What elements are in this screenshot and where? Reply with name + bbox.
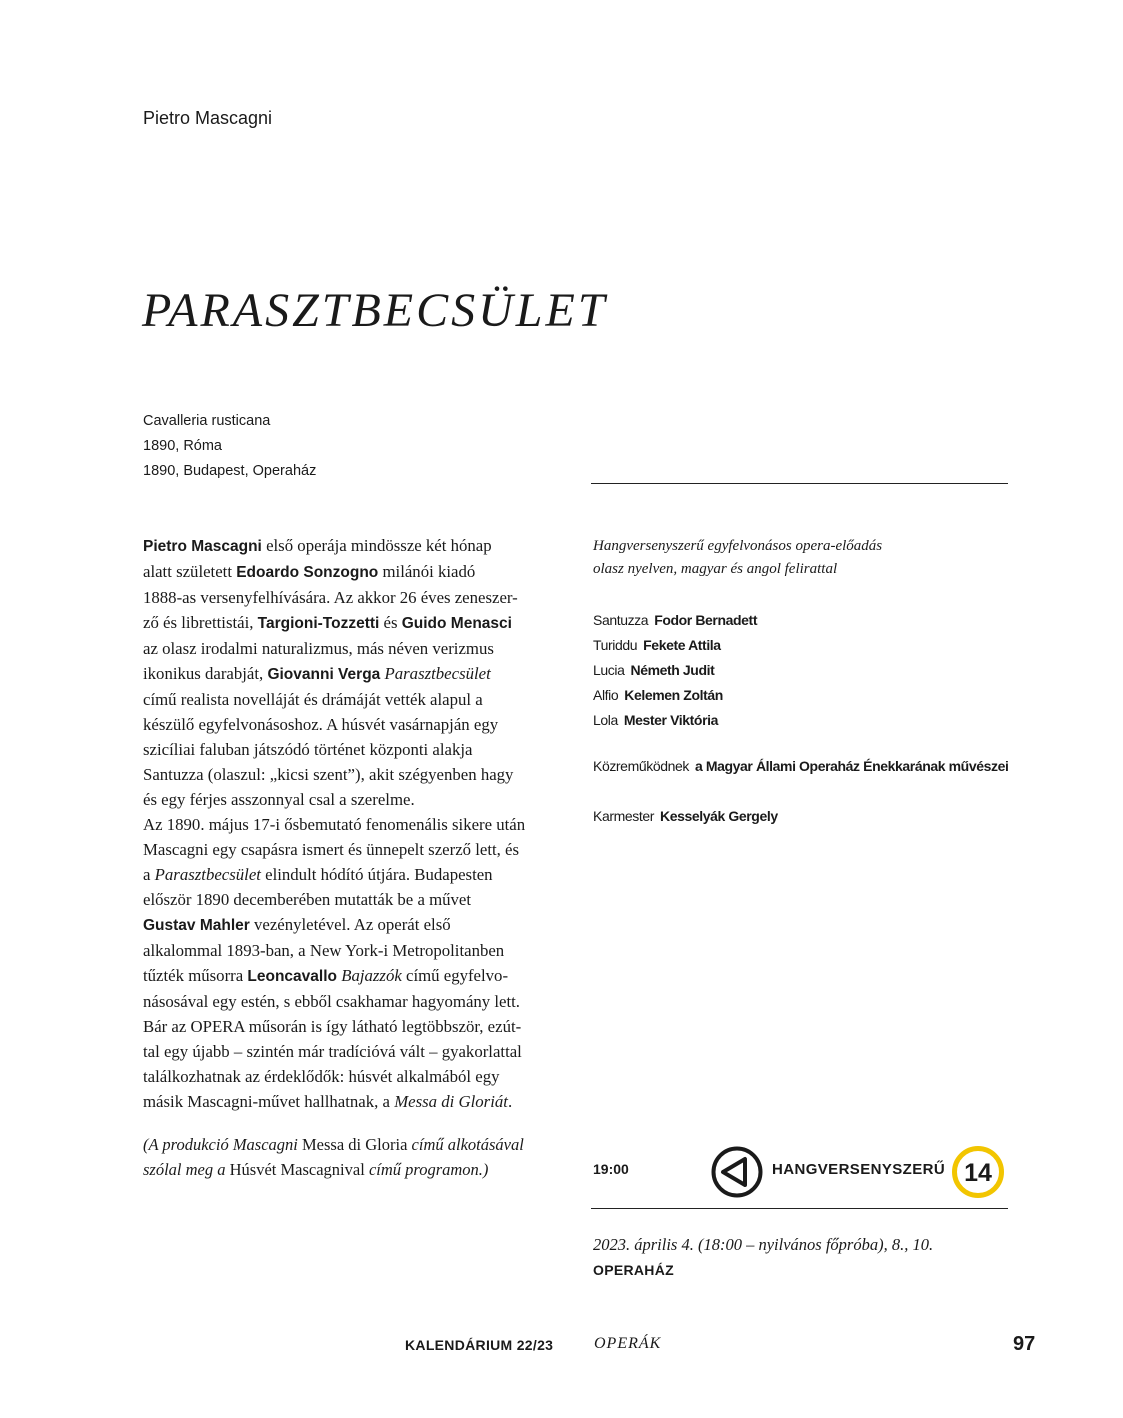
body-line bbox=[143, 533, 559, 559]
contributors-role: Közreműködnek bbox=[593, 758, 689, 774]
text-run: Santuzza (olaszul: „kicsi szent”), akit szégyenben hagy bbox=[143, 765, 514, 784]
body-line bbox=[143, 812, 559, 837]
note-line bbox=[143, 1157, 563, 1182]
body-line bbox=[143, 762, 559, 787]
text-run: Bár az OPERA műsorán is így látható legtöbbször, ezút- bbox=[143, 1017, 522, 1036]
body-line bbox=[143, 963, 559, 989]
text-run: Húsvét Mascagnival bbox=[229, 1160, 365, 1179]
cast-name: Kelemen Zoltán bbox=[624, 687, 723, 703]
series-number-badge bbox=[951, 1145, 1005, 1199]
world-premiere: 1890, Róma bbox=[143, 438, 222, 454]
body-text bbox=[143, 533, 559, 1114]
cast-row bbox=[593, 608, 757, 633]
text-run: másik Mascagni-művet hallhatnak, a bbox=[143, 1092, 395, 1111]
body-line bbox=[143, 989, 559, 1014]
cast-list bbox=[593, 608, 757, 733]
body-line bbox=[143, 610, 559, 636]
bold-name: Gustav Mahler bbox=[143, 917, 250, 934]
contributors-name: a Magyar Állami Operaház Énekkarának művészei bbox=[694, 758, 1009, 774]
text-run: ikonikus darabját, bbox=[143, 664, 268, 683]
italic-text: Parasztbecsület bbox=[384, 664, 491, 683]
text-run: című egyfelvo- bbox=[401, 966, 509, 985]
body-line bbox=[143, 636, 559, 661]
italic-text: című alkotásával bbox=[407, 1135, 524, 1154]
cast-role: Turiddu bbox=[593, 637, 638, 653]
concert-format-icon bbox=[710, 1145, 764, 1199]
text-run: és egy férjes asszonnyal csal a szerelme. bbox=[143, 790, 415, 809]
cast-row bbox=[593, 658, 757, 683]
body-line bbox=[143, 1064, 559, 1089]
conductor-name: Kesselyák Gergely bbox=[659, 808, 778, 824]
bold-name: Targioni-Tozzetti bbox=[257, 615, 380, 632]
body-line bbox=[143, 1039, 559, 1064]
composer-name: Pietro Mascagni bbox=[143, 108, 273, 128]
body-line bbox=[143, 912, 559, 938]
text-run: készülő egyfelvonásoshoz. A húsvét vasárnapján egy bbox=[143, 715, 499, 734]
text-run: a bbox=[143, 865, 155, 884]
original-title: Cavalleria rusticana bbox=[143, 413, 271, 429]
italic-text: (A produkció Mascagni bbox=[143, 1135, 303, 1154]
text-run: násosával egy estén, s ebből csakhamar hagyomány lett. bbox=[143, 992, 520, 1011]
cast-name: Fekete Attila bbox=[643, 637, 721, 653]
italic-text: Parasztbecsület bbox=[154, 865, 261, 884]
cast-role: Lola bbox=[593, 712, 618, 728]
bold-name: Pietro Mascagni bbox=[143, 538, 262, 555]
text-run: elindult hódító útjára. Budapesten bbox=[260, 865, 493, 884]
text-run: az olasz irodalmi naturalizmus, más néven verizmus bbox=[143, 639, 494, 658]
text-run: milánói kiadó bbox=[378, 562, 476, 581]
body-line bbox=[143, 559, 559, 585]
conductor-role: Karmester bbox=[593, 808, 654, 824]
page-title: PARASZTBECSÜLET bbox=[142, 284, 608, 337]
text-run: tal egy újabb – szintén már tradícióvá vált – gyakorlattal bbox=[143, 1042, 522, 1061]
text-run: Az 1890. május 17-i ősbemutató fenomenális sikere után bbox=[143, 815, 526, 834]
text-run: tűzték műsorra bbox=[143, 966, 248, 985]
text-run: és bbox=[379, 613, 402, 632]
text-run: Messa di Gloria bbox=[302, 1135, 408, 1154]
venue-name: OPERAHÁZ bbox=[593, 1262, 674, 1278]
badge-number: 14 bbox=[964, 1159, 992, 1187]
cast-name: Németh Judit bbox=[630, 662, 715, 678]
footer-calendar: KALENDÁRIUM 22/23 bbox=[405, 1337, 554, 1353]
production-note bbox=[143, 1132, 563, 1182]
note-line bbox=[143, 1132, 563, 1157]
cast-role: Lucia bbox=[593, 662, 625, 678]
budapest-premiere: 1890, Budapest, Operaház bbox=[143, 463, 317, 479]
text-run: találkozhatnak az érdeklődők: húsvét alkalmából egy bbox=[143, 1067, 500, 1086]
text-run: ző és librettistái, bbox=[143, 613, 258, 632]
text-run: Mascagni egy csapásra ismert és ünnepelt szerző lett, és bbox=[143, 840, 520, 859]
cast-row bbox=[593, 708, 757, 733]
cast-role: Santuzza bbox=[593, 612, 649, 628]
body-line bbox=[143, 938, 559, 963]
body-line bbox=[143, 585, 559, 610]
body-line bbox=[143, 737, 559, 762]
divider bbox=[591, 1208, 1008, 1209]
bold-name: Edoardo Sonzogno bbox=[236, 564, 379, 581]
page-number: 97 bbox=[1013, 1333, 1036, 1355]
body-line bbox=[143, 661, 559, 687]
text-run: . bbox=[507, 1092, 513, 1111]
performance-time: 19:00 bbox=[593, 1161, 629, 1177]
text-run: első operája mindössze két hónap bbox=[261, 536, 492, 555]
text-run: vezényletével. Az operát első bbox=[249, 915, 451, 934]
italic-text: szólal meg a bbox=[143, 1160, 230, 1179]
body-line bbox=[143, 862, 559, 887]
contributors-row bbox=[593, 758, 1008, 774]
performance-description bbox=[593, 535, 882, 581]
body-line bbox=[143, 712, 559, 737]
concert-format-label: HANGVERSENYSZERŰ bbox=[772, 1161, 946, 1178]
body-line bbox=[143, 1089, 559, 1114]
footer-section: OPERÁK bbox=[594, 1335, 662, 1352]
cast-row bbox=[593, 683, 757, 708]
italic-text: Messa di Gloriát bbox=[394, 1092, 508, 1111]
text-run: alatt született bbox=[143, 562, 237, 581]
text-run: szicíliai faluban játszódó történet központi alakja bbox=[143, 740, 473, 759]
performance-dates: 2023. április 4. (18:00 – nyilvános főpróba), 8., 10. bbox=[593, 1235, 934, 1254]
cast-name: Fodor Bernadett bbox=[654, 612, 758, 628]
body-line bbox=[143, 787, 559, 812]
description-line: Hangversenyszerű egyfelvonásos opera-előadás bbox=[593, 538, 883, 554]
text-run: című realista novelláját és drámáját vették alapul a bbox=[143, 690, 483, 709]
body-line bbox=[143, 887, 559, 912]
description-line: olasz nyelven, magyar és angol felirattal bbox=[593, 561, 838, 577]
body-line bbox=[143, 837, 559, 862]
text-run: 1888-as versenyfelhívására. Az akkor 26 éves zeneszer- bbox=[143, 588, 518, 607]
body-line bbox=[143, 1014, 559, 1039]
italic-text: Bajazzók bbox=[341, 966, 402, 985]
text-run: először 1890 decemberében mutatták be a művet bbox=[143, 890, 472, 909]
cast-role: Alfio bbox=[593, 687, 619, 703]
cast-row bbox=[593, 633, 757, 658]
bold-name: Leoncavallo bbox=[247, 968, 337, 985]
work-meta bbox=[143, 409, 316, 484]
cast-name: Mester Viktória bbox=[623, 712, 718, 728]
divider bbox=[591, 483, 1008, 484]
bold-name: Giovanni Verga bbox=[267, 666, 381, 683]
bold-name: Guido Menasci bbox=[401, 615, 512, 632]
italic-text: című programon.) bbox=[364, 1160, 489, 1179]
body-line bbox=[143, 687, 559, 712]
text-run: alkalommal 1893-ban, a New York-i Metropolitanben bbox=[143, 941, 505, 960]
conductor-row bbox=[593, 808, 778, 824]
